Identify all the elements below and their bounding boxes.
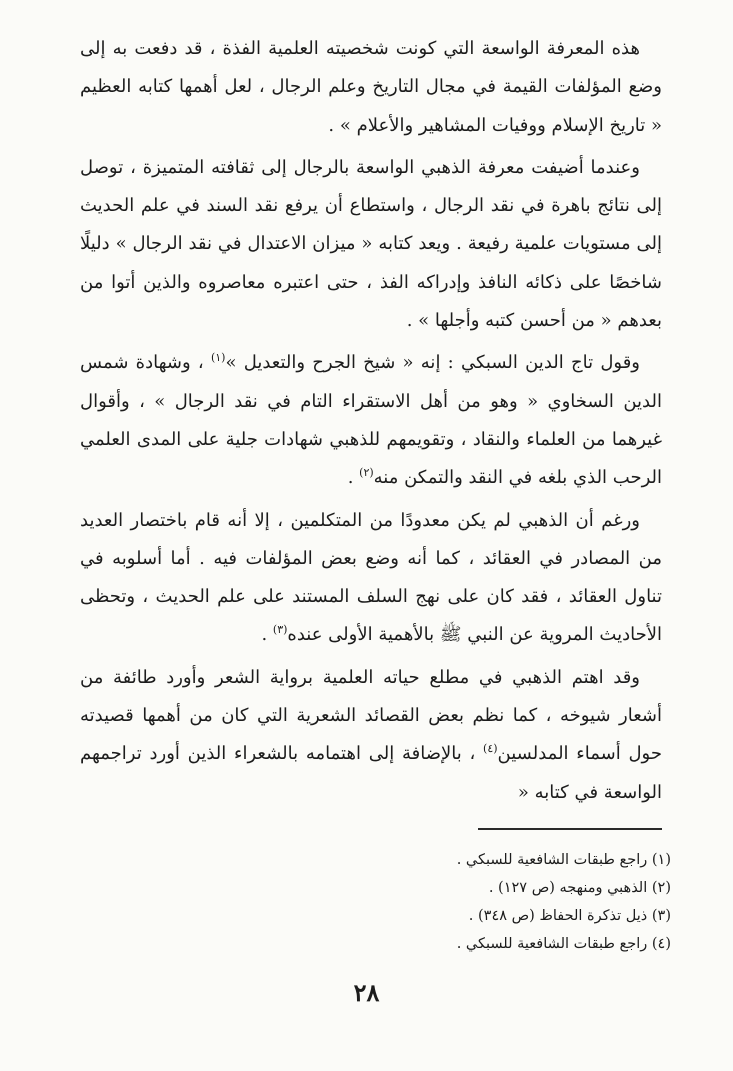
paragraph-4-text-a: ورغم أن الذهبي لم يكن معدودًا من المتكلمين ، إلا أنه قام باختصار العديد من المصادر في العقائد ، كما أنه وضع بعض المؤلفات فيه . أما أسلوبه في تناول العقائد ، فقد كان على نهج السلف المستند على علم الحديث ، وتحظى الأحاديث المروية عن النبي ﷺ بالأهمية الأولى عنده xyxy=(80,509,662,646)
paragraph-3-text-a: وقول تاج الدين السبكي : إنه « شيخ الجرح والتعديل » xyxy=(225,352,640,374)
paragraph-2-text: وعندما أضيفت معرفة الذهبي الواسعة بالرجال إلى ثقافته المتميزة ، توصل إلى نتائج باهرة في نقد الرجال ، واستطاع أن يرفع نقد السند في علم الحديث إلى مستويات علمية رفيعة . ويعد كتابه « ميزان الاعتدال في نقد الرجال » دليلًا شاخصًا على ذكائه النافذ وإدراكه الفذ ، حتى اعتبره معاصروه والذين أتوا من بعدهم « من أحسن كتبه وأجلها » . xyxy=(80,156,662,332)
paragraph-3-text-c: . xyxy=(347,467,360,489)
page-number: ٢٨ xyxy=(353,978,380,1007)
footnote-4: (٤) راجع طبقات الشافعية للسبكي . xyxy=(456,936,671,952)
body-text xyxy=(80,30,662,816)
footnote-ref-1: (١) xyxy=(210,351,226,365)
paragraph-5 xyxy=(80,659,662,812)
paragraph-1 xyxy=(80,30,662,145)
paragraph-5-text-b: ، بالإضافة إلى اهتمامه بالشعراء الذين أورد تراجمهم الواسعة في كتابه « xyxy=(80,743,662,803)
paragraph-2 xyxy=(80,149,662,340)
paragraph-1-text: هذه المعرفة الواسعة التي كونت شخصيته العلمية الفذة ، قد دفعت به إلى وضع المؤلفات القيمة في مجال التاريخ وعلم الرجال ، لعل أهمها كتابه العظيم « تاريخ الإسلام ووفيات المشاهير والأعلام » . xyxy=(80,38,662,136)
footnote-ref-4: (٤) xyxy=(483,742,498,756)
footnote-ref-2: (٢) xyxy=(359,466,374,480)
footnote-2: (٢) الذهبي ومنهجه (ص ١٢٧) . xyxy=(488,880,671,896)
paragraph-4 xyxy=(80,502,662,655)
footnotes xyxy=(271,846,671,958)
paragraph-3-text-b: ، وشهادة شمس الدين السخاوي « وهو من أهل الاستقراء التام في نقد الرجال » ، وأقوال غيرهما من العلماء والنقاد ، وتقويمهم للذهبي شهادات جلية على المدى العلمي الرحب الذي بلغه في النقد والتمكن منه xyxy=(80,352,662,489)
paragraph-4-text-b: . xyxy=(261,624,273,646)
footnote-3: (٣) ذيل تذكرة الحفاظ (ص ٣٤٨) . xyxy=(468,908,671,924)
paragraph-5-text-a: وقد اهتم الذهبي في مطلع حياته العلمية برواية الشعر وأورد طائفة من أشعار شيوخه ، كما نظم بعض القصائد الشعرية التي كان من أهمها قصيدته حول أسماء المدلسين xyxy=(80,666,662,765)
paragraph-3 xyxy=(80,344,662,497)
footnote-divider xyxy=(478,828,662,830)
footnote-1: (١) راجع طبقات الشافعية للسبكي . xyxy=(456,852,671,868)
footnote-ref-3: (٣) xyxy=(272,623,288,637)
